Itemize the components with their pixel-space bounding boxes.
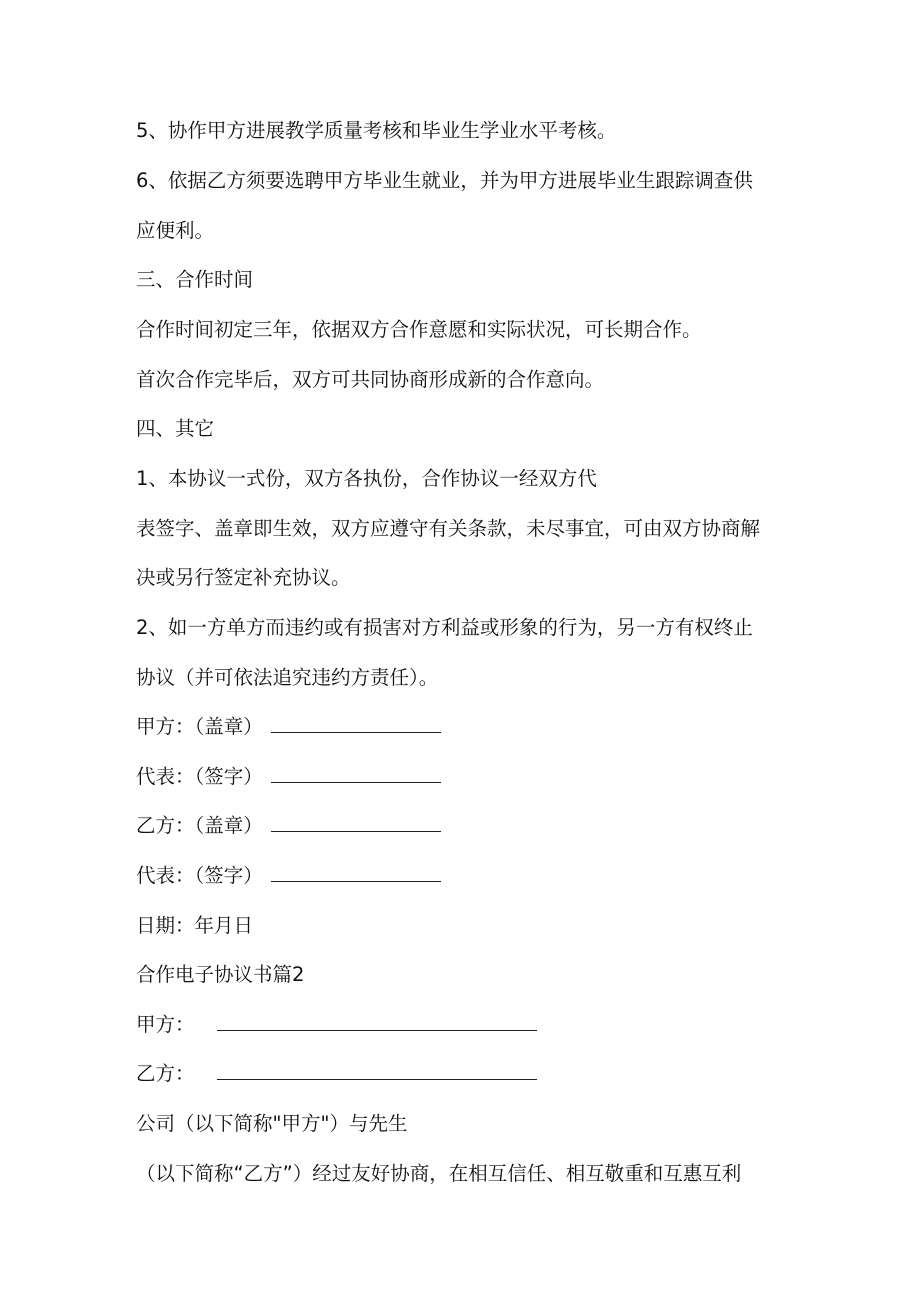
party-blank-line bbox=[217, 1012, 537, 1031]
party-blank-line bbox=[217, 1061, 537, 1080]
intro-line-2: （以下简称“乙方”）经过友好协商，在相互信任、相互敬重和互惠互利 bbox=[136, 1162, 742, 1185]
other-clause-2-end: 协议（并可依法追究违约方责任）。 bbox=[136, 666, 439, 689]
signature-label: 乙方：（盖章） bbox=[136, 814, 263, 837]
intro-line-1: 公司（以下简称"甲方"）与先生 bbox=[136, 1112, 408, 1135]
signature-label: 甲方：（盖章） bbox=[136, 715, 263, 738]
other-clause-1-end: 决或另行签定补充协议。 bbox=[136, 566, 351, 589]
signature-party-a bbox=[136, 714, 441, 740]
party-a-line bbox=[136, 1012, 537, 1038]
section-heading-cooperation-time: 三、合作时间 bbox=[136, 268, 254, 291]
party-b-line bbox=[136, 1061, 537, 1087]
clause-6: 6、依据乙方须要选聘甲方毕业生就业，并为甲方进展毕业生跟踪调查供 bbox=[136, 169, 753, 192]
party-label: 甲方： bbox=[136, 1013, 195, 1036]
section-heading-other: 四、其它 bbox=[136, 417, 215, 440]
other-clause-1: 1、本协议一式份，双方各执份，合作协议一经双方代 bbox=[136, 467, 597, 490]
signature-party-b bbox=[136, 813, 441, 839]
paragraph-term: 合作时间初定三年，依据双方合作意愿和实际状况，可长期合作。 bbox=[136, 318, 702, 341]
signature-rep-a bbox=[136, 764, 441, 790]
signature-blank-line bbox=[271, 714, 441, 733]
signature-blank-line bbox=[271, 863, 441, 882]
clause-6-continued: 应便利。 bbox=[136, 219, 215, 242]
party-label: 乙方： bbox=[136, 1062, 195, 1085]
signature-blank-line bbox=[271, 764, 441, 783]
date-line: 日期：年月日 bbox=[136, 914, 254, 937]
signature-rep-b bbox=[136, 863, 441, 889]
signature-blank-line bbox=[271, 813, 441, 832]
paragraph-renewal: 首次合作完毕后，双方可共同协商形成新的合作意向。 bbox=[136, 368, 605, 391]
clause-5: 5、协作甲方进展教学质量考核和毕业生学业水平考核。 bbox=[136, 119, 617, 142]
signature-label: 代表：（签字） bbox=[136, 864, 263, 887]
signature-label: 代表：（签字） bbox=[136, 765, 263, 788]
other-clause-1-continued: 表签字、盖章即生效，双方应遵守有关条款，未尽事宜，可由双方协商解 bbox=[136, 517, 761, 540]
other-clause-2: 2、如一方单方而违约或有损害对方利益或形象的行为，另一方有权终止 bbox=[136, 616, 753, 639]
section-title: 合作电子协议书篇2 bbox=[136, 963, 305, 986]
